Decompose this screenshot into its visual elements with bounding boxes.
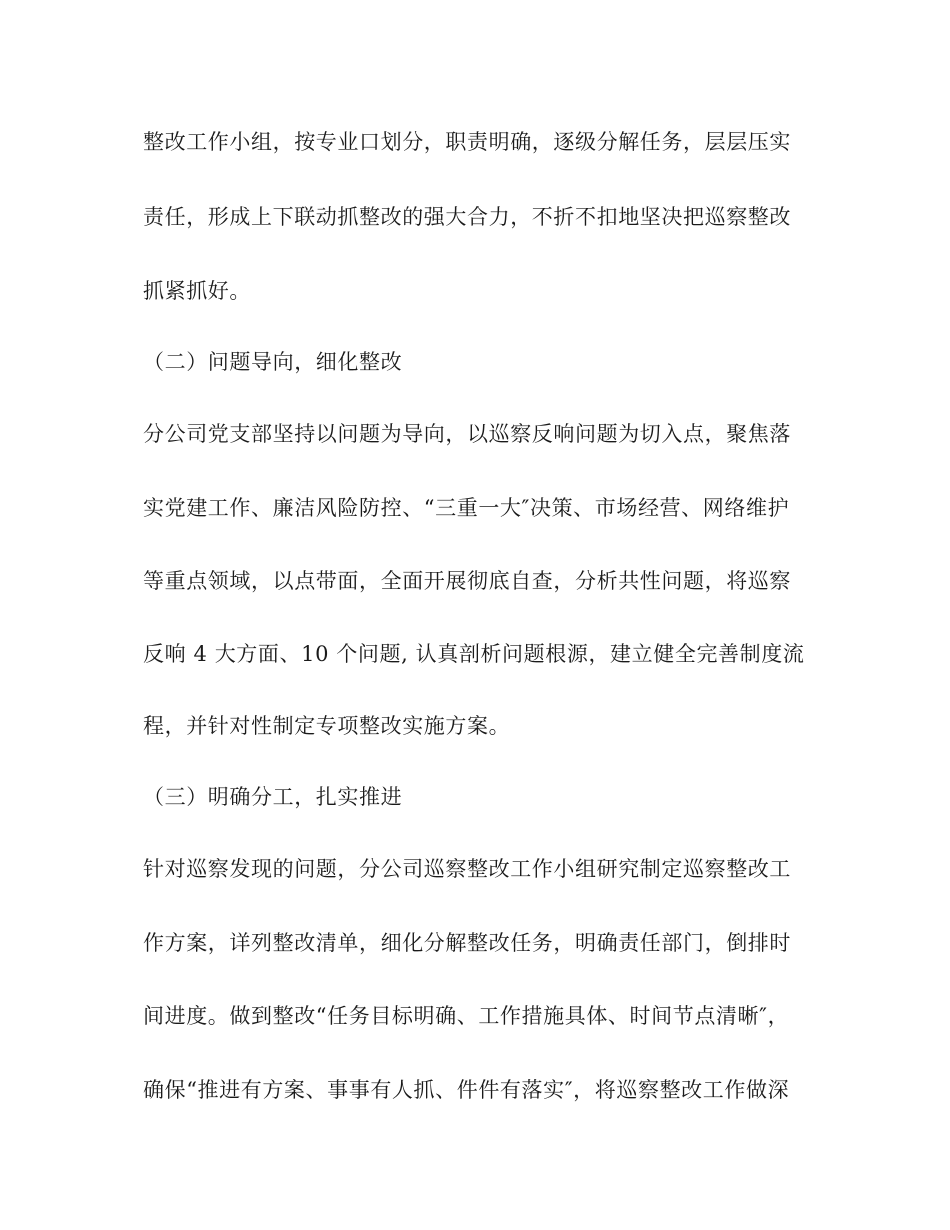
paragraph-line-11: 针对巡察发现的问题，分公司巡察整改工作小组研究制定巡察整改工 — [143, 857, 791, 881]
paragraph-line-2: 责任，形成上下联动抓整改的强大合力，不折不扣地坚决把巡察整改 — [143, 205, 791, 229]
paragraph-line-9: 程，并针对性制定专项整改实施方案。 — [143, 714, 511, 738]
paragraph-line-13: 间进度。做到整改“任务目标明确、工作措施具体、时间节点清晰″， — [143, 1004, 790, 1028]
section-heading-2: （二）问题导向，细化整改 — [143, 350, 403, 374]
paragraph-line-7: 等重点领域，以点带面，全面开展彻底自查，分析共性问题，将巡察 — [143, 569, 791, 593]
paragraph-line-14: 确保“推进有方案、事事有人抓、件件有落实″，将巡察整改工作做深 — [143, 1078, 790, 1102]
paragraph-line-3: 抓紧抓好。 — [143, 279, 251, 303]
paragraph-line-5: 分公司党支部坚持以问题为导向，以巡察反响问题为切入点，聚焦落 — [143, 422, 791, 446]
paragraph-line-12: 作方案，详列整改清单，细化分解整改任务，明确责任部门，倒排时 — [143, 931, 791, 955]
paragraph-line-8: 反响 4 大方面、10 个问题, 认真剖析问题根源，建立健全完善制度流 — [143, 642, 805, 666]
paragraph-line-1: 整改工作小组，按专业口划分，职责明确，逐级分解任务，层层压实 — [143, 130, 791, 154]
section-heading-3: （三）明确分工，扎实推进 — [143, 785, 403, 809]
paragraph-line-6: 实党建工作、廉洁风险防控、“三重一大″决策、市场经营、网络维护 — [143, 496, 790, 520]
